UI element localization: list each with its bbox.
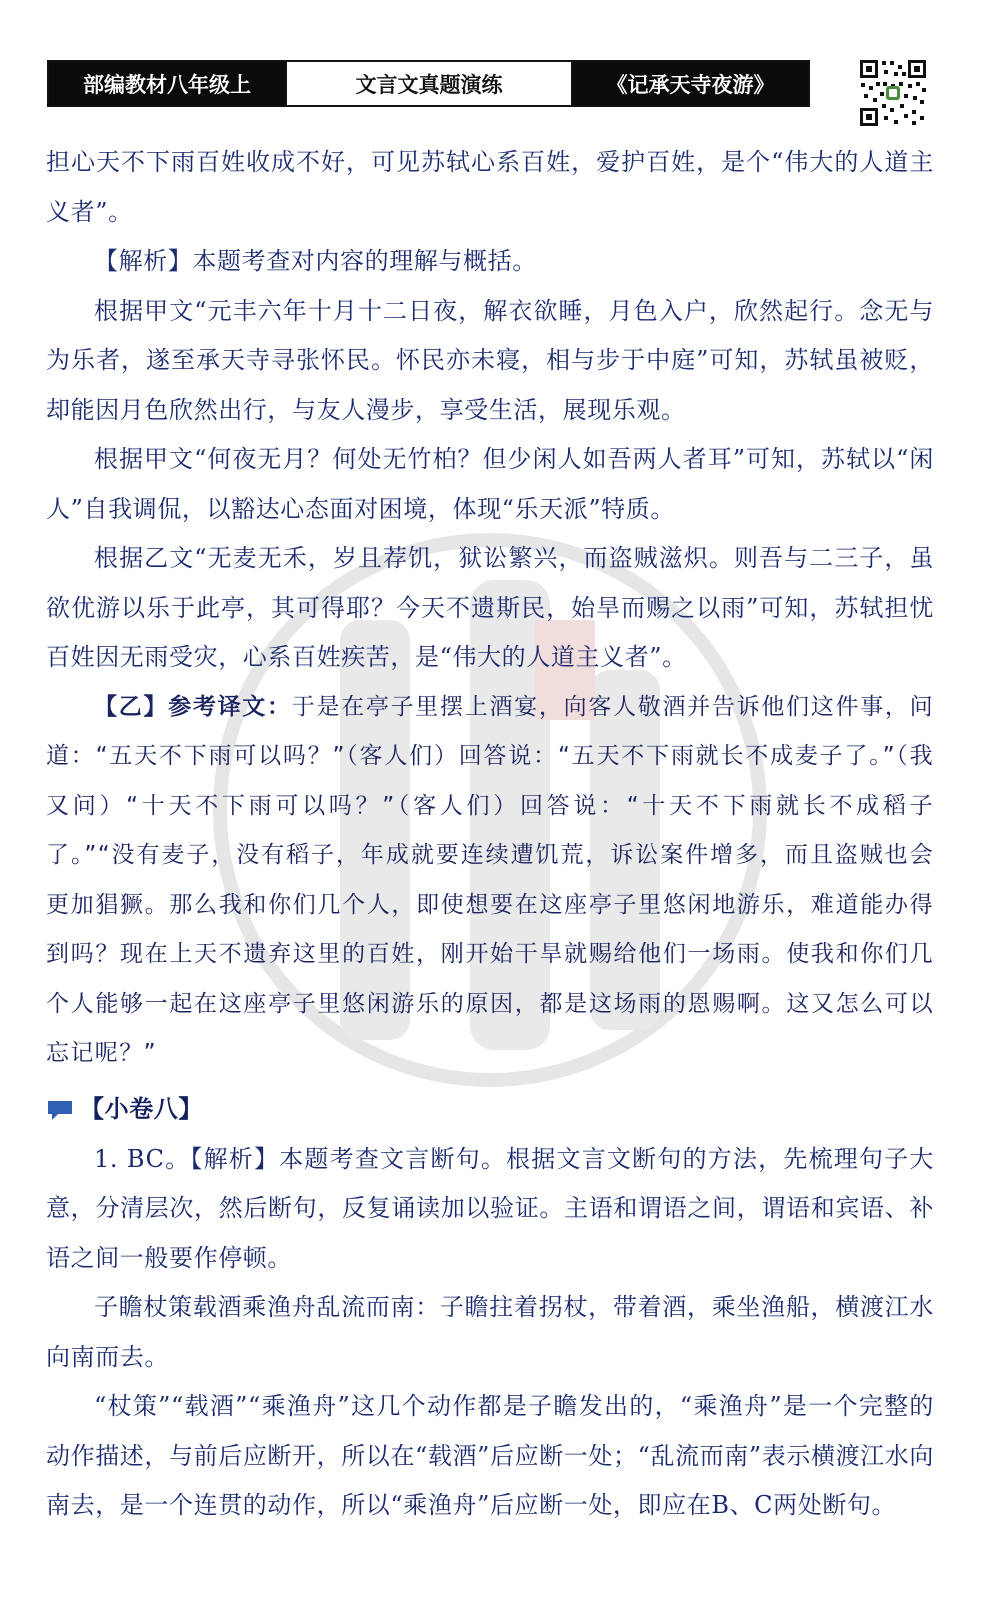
paragraph: 根据甲文“何夜无月？何处无竹柏？但少闲人如吾两人者耳”可知，苏轼以“闲人”自我调侃，以豁达心态面对困境，体现“乐天派”特质。 — [46, 445, 934, 523]
paragraph: 根据甲文“元丰六年十月十二日夜，解衣欲睡，月色入户，欣然起行。念无与为乐者，遂至承天寺寻张怀民。怀民亦未寝，相与步于中庭”可知，苏轼虽被贬，却能因月色欣然出行，与友人漫步，享受生活，展现乐观。 — [46, 296, 934, 424]
paragraph: 担心天不下雨百姓收成不好，可见苏轼心系百姓，爱护百姓，是个“伟大的人道主义者”。 — [46, 148, 934, 226]
section-header — [46, 1085, 934, 1135]
header-topic: 文言文真题演练 — [285, 62, 573, 105]
analysis-heading: 【解析】本题考查对内容的理解与概括。 — [94, 247, 537, 275]
paragraph: 根据乙文“无麦无禾，岁且荐饥，狱讼繁兴，而盗贼滋炽。则吾与二三子，虽欲优游以乐于此亭，其可得耶？今天不遗斯民，始旱而赐之以雨”可知，苏轼担忧百姓因无雨受灾，心系百姓疾苦，是“伟大的人道主义者”。 — [46, 544, 934, 671]
paragraph: 子瞻杖策载酒乘渔舟乱流而南：子瞻拄着拐杖，带着酒，乘坐渔船，横渡江水向南而去。 — [46, 1293, 934, 1371]
section-title: 【小卷八】 — [80, 1094, 203, 1123]
paragraph: “杖策”“载酒”“乘渔舟”这几个动作都是子瞻发出的，“乘渔舟”是一个完整的动作描述，与前后应断开，所以在“载酒”后应断一处；“乱流而南”表示横渡江水向南去，是一个连贯的动作，所以“乘渔舟”后应断一处，即应在B、C两处断句。 — [46, 1392, 934, 1519]
translation-text: 于是在亭子里摆上酒宴，向客人敬酒并告诉他们这件事，问道：“五天不下雨可以吗？”（客人们）回答说：“五天不下雨就长不成麦子了。”（我又问）“十天不下雨可以吗？”（客人们）回答说：“十天不下雨就长不成稻子了。”“没有麦子，没有稻子，年成就要连续遭饥荒，诉讼案件增多，而且盗贼也会更加猖獗。那么我和你们几个人，即使想要在这座亭子里悠闲地游乐，难道能办得到吗？现在上天不遗弃这里的百姓，刚开始干旱就赐给他们一场雨。使我和你们几个人能够一起在这座亭子里悠闲游乐的原因，都是这场雨的恩赐啊。这又怎么可以忘记呢？” — [46, 693, 935, 1066]
translation-label: 【乙】参考译文： — [94, 693, 292, 720]
header-lesson: 《记承天寺夜游》 — [573, 62, 808, 105]
speech-bubble-icon — [46, 1099, 76, 1121]
translation-paragraph — [46, 683, 934, 1079]
header-bar — [47, 60, 810, 107]
answer-paragraph: 1. BC。【解析】本题考查文言断句。根据文言文断句的方法，先梳理句子大意，分清层次，然后断句，反复诵读加以验证。主语和谓语之间，谓语和宾语、补语之间一般要作停顿。 — [46, 1144, 934, 1272]
document-body — [46, 138, 934, 1531]
qr-code-icon[interactable] — [858, 58, 928, 128]
header-grade: 部编教材八年级上 — [49, 62, 285, 105]
